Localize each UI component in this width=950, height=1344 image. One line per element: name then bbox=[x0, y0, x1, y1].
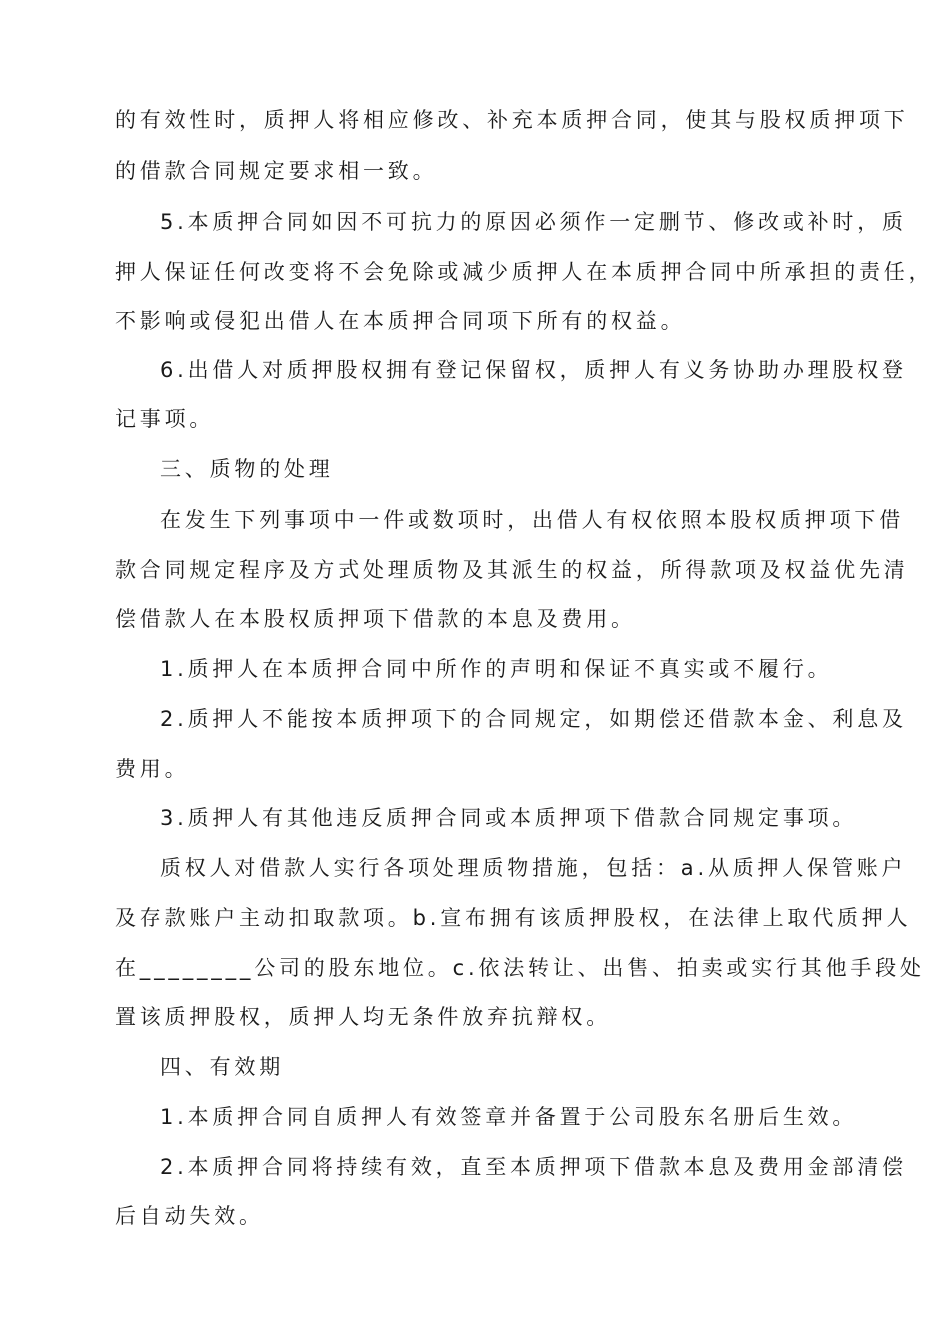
text-line: 1.本质押合同自质押人有效签章并备置于公司股东名册后生效。 bbox=[160, 1105, 858, 1129]
text-line: 在________公司的股东地位。c.依法转让、出售、拍卖或实行其他手段处 bbox=[115, 956, 925, 980]
text-line: 及存款账户主动扣取款项。b.宣布拥有该质押股权，在法律上取代质押人 bbox=[115, 906, 912, 930]
text-line: 6.出借人对质押股权拥有登记保留权，质押人有义务协助办理股权登 bbox=[160, 358, 907, 382]
text-line: 不影响或侵犯出借人在本质押合同项下所有的权益。 bbox=[115, 309, 686, 333]
text-line: 3.质押人有其他违反质押合同或本质押项下借款合同规定事项。 bbox=[160, 806, 858, 830]
text-line: 的借款合同规定要求相一致。 bbox=[115, 159, 438, 183]
text-line: 2.质押人不能按本质押项下的合同规定，如期偿还借款本金、利息及 bbox=[160, 707, 907, 731]
section-heading: 三、质物的处理 bbox=[160, 457, 334, 481]
text-line: 后自动失效。 bbox=[115, 1204, 264, 1228]
text-line: 质权人对借款人实行各项处理质物措施，包括：a.从质押人保管账户 bbox=[160, 856, 907, 880]
text-line: 费用。 bbox=[115, 757, 190, 781]
text-line: 押人保证任何改变将不会免除或减少质押人在本质押合同中所承担的责任， bbox=[115, 260, 934, 284]
section-heading: 四、有效期 bbox=[160, 1055, 284, 1079]
text-line: 在发生下列事项中一件或数项时，出借人有权依照本股权质押项下借 bbox=[160, 508, 904, 532]
text-line: 置该质押股权，质押人均无条件放弃抗辩权。 bbox=[115, 1005, 611, 1029]
text-line: 的有效性时，质押人将相应修改、补充本质押合同，使其与股权质押项下 bbox=[115, 108, 909, 132]
text-line: 5.本质押合同如因不可抗力的原因必须作一定删节、修改或补时，质 bbox=[160, 210, 907, 234]
text-line: 偿借款人在本股权质押项下借款的本息及费用。 bbox=[115, 607, 636, 631]
text-line: 2.本质押合同将持续有效，直至本质押项下借款本息及费用金部清偿 bbox=[160, 1155, 907, 1179]
text-line: 款合同规定程序及方式处理质物及其派生的权益，所得款项及权益优先清 bbox=[115, 558, 909, 582]
text-line: 记事项。 bbox=[115, 407, 215, 431]
text-line: 1.质押人在本质押合同中所作的声明和保证不真实或不履行。 bbox=[160, 657, 833, 681]
